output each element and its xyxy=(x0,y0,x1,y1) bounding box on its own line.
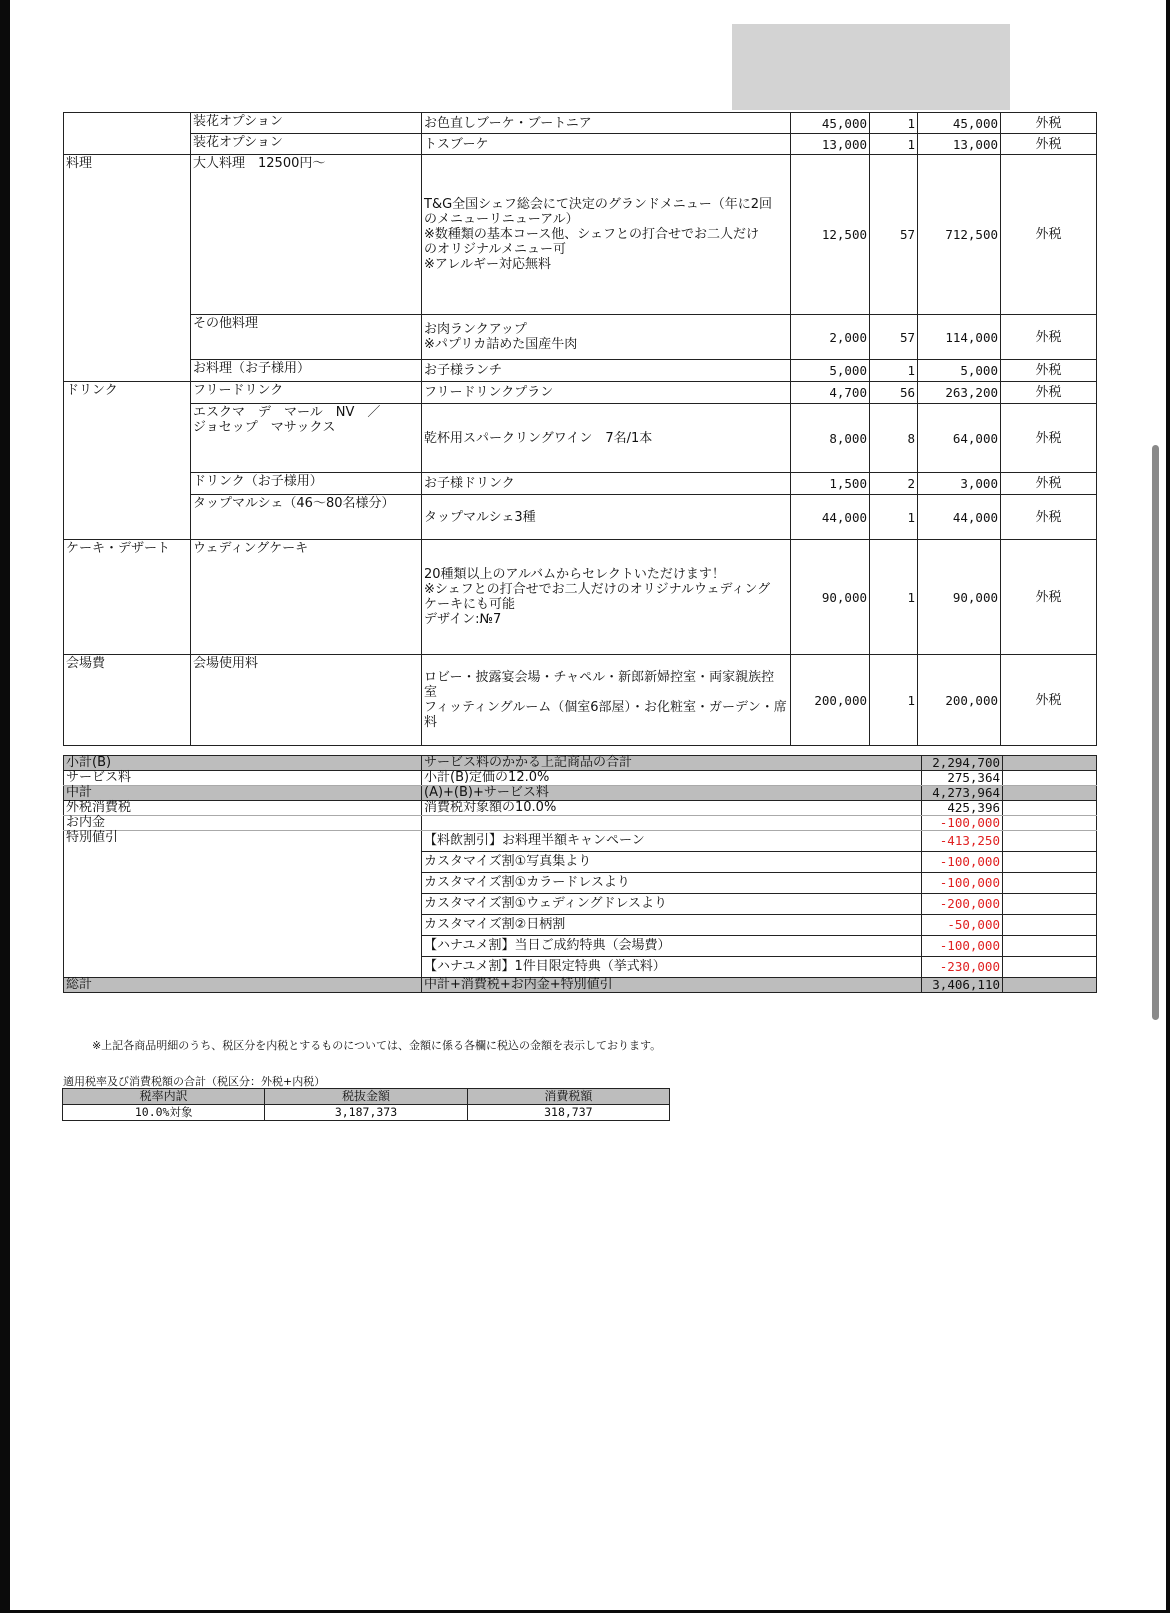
category-cell xyxy=(64,113,191,155)
quantity-cell: 1 xyxy=(870,540,918,655)
subtotal-b-row: 小計(B) サービス料のかかる上記商品の合計 2,294,700 xyxy=(64,756,1097,771)
quantity-cell: 56 xyxy=(870,382,918,404)
quantity-cell: 8 xyxy=(870,404,918,473)
tax-rate-summary-table xyxy=(62,1088,670,1121)
unit-price-cell: 8,000 xyxy=(791,404,870,473)
discount-row: カスタマイズ割①カラードレスより -100,000 xyxy=(64,873,1097,894)
amount-cell: 712,500 xyxy=(918,155,1001,315)
unit-price-cell: 200,000 xyxy=(791,655,870,746)
unit-price-cell: 2,000 xyxy=(791,315,870,360)
amount-cell: 200,000 xyxy=(918,655,1001,746)
amount-cell: 44,000 xyxy=(918,495,1001,540)
category-cell: ケーキ・デザート xyxy=(64,540,191,655)
item-name-cell: フリードリンク xyxy=(191,382,422,404)
redacted-area xyxy=(732,24,1010,110)
unit-price-cell: 1,500 xyxy=(791,473,870,495)
unit-price-cell: 44,000 xyxy=(791,495,870,540)
tax-type-cell: 外税 xyxy=(1001,655,1097,746)
quantity-cell: 1 xyxy=(870,495,918,540)
right-frame-bar xyxy=(1166,0,1170,1613)
vertical-scrollbar[interactable] xyxy=(1152,445,1159,1020)
tax-type-cell: 外税 xyxy=(1001,495,1097,540)
description-cell: お子様ドリンク xyxy=(422,473,791,495)
item-name-cell: その他料理 xyxy=(191,315,422,360)
quantity-cell: 57 xyxy=(870,155,918,315)
amount-cell: 114,000 xyxy=(918,315,1001,360)
amount-cell: 13,000 xyxy=(918,134,1001,155)
quantity-cell: 1 xyxy=(870,113,918,134)
unit-price-cell: 13,000 xyxy=(791,134,870,155)
tax-type-cell: 外税 xyxy=(1001,382,1097,404)
unit-price-cell: 4,700 xyxy=(791,382,870,404)
amount-cell: 263,200 xyxy=(918,382,1001,404)
quantity-cell: 1 xyxy=(870,134,918,155)
tax-type-cell: 外税 xyxy=(1001,155,1097,315)
consumption-tax-row: 外税消費税 消費税対象額の10.0% 425,396 xyxy=(64,801,1097,816)
category-cell: 会場費 xyxy=(64,655,191,746)
item-name-cell: ウェディングケーキ xyxy=(191,540,422,655)
tax-summary-row: 10.0%対象 3,187,373 318,737 xyxy=(63,1105,670,1121)
amount-cell: 45,000 xyxy=(918,113,1001,134)
tax-display-note: ※上記各商品明細のうち、税区分を内税とするものについては、金額に係る各欄に税込の金額を表示しております。 xyxy=(92,1039,662,1052)
tax-summary-title: 適用税率及び消費税額の合計（税区分：外税+内税） xyxy=(63,1075,326,1088)
quantity-cell: 1 xyxy=(870,360,918,382)
description-cell: 乾杯用スパークリングワイン 7名/1本 xyxy=(422,404,791,473)
discount-row: 【ハナユメ割】1件目限定特典（挙式料） -230,000 xyxy=(64,957,1097,978)
description-cell: トスブーケ xyxy=(422,134,791,155)
item-name-cell: 大人料理 12500円～ xyxy=(191,155,422,315)
line-item-row xyxy=(64,360,1097,382)
unit-price-cell: 45,000 xyxy=(791,113,870,134)
description-cell: 20種類以上のアルバムからセレクトいただけます！ ※シェフとの打合せでお二人だけのオリジナルウェディング ケーキにも可能 デザイン:№7 xyxy=(422,540,791,655)
unit-price-cell: 90,000 xyxy=(791,540,870,655)
amount-cell: 3,000 xyxy=(918,473,1001,495)
item-name-cell: 装花オプション xyxy=(191,113,422,134)
deposit-row: お内金 -100,000 xyxy=(64,816,1097,831)
discount-row: 特別値引 【料飲割引】お料理半額キャンペーン -413,250 xyxy=(64,831,1097,852)
amount-cell: 64,000 xyxy=(918,404,1001,473)
tax-type-cell: 外税 xyxy=(1001,404,1097,473)
tax-type-cell: 外税 xyxy=(1001,473,1097,495)
description-cell: お子様ランチ xyxy=(422,360,791,382)
tax-type-cell: 外税 xyxy=(1001,315,1097,360)
line-item-row xyxy=(64,540,1097,655)
discount-row: カスタマイズ割①写真集より -100,000 xyxy=(64,852,1097,873)
quantity-cell: 1 xyxy=(870,655,918,746)
unit-price-cell: 12,500 xyxy=(791,155,870,315)
line-item-row xyxy=(64,134,1097,155)
grand-total-row: 総計 中計+消費税+お内金+特別値引 3,406,110 xyxy=(64,978,1097,993)
line-item-row xyxy=(64,655,1097,746)
discount-row: カスタマイズ割①ウェディングドレスより -200,000 xyxy=(64,894,1097,915)
discount-row: 【ハナユメ割】当日ご成約特典（会場費） -100,000 xyxy=(64,936,1097,957)
description-cell: お肉ランクアップ ※パプリカ詰めた国産牛肉 xyxy=(422,315,791,360)
unit-price-cell: 5,000 xyxy=(791,360,870,382)
amount-cell: 90,000 xyxy=(918,540,1001,655)
line-item-row xyxy=(64,155,1097,315)
item-name-cell: エスクマ デ マール NV ／ ジョセップ マサックス xyxy=(191,404,422,473)
amount-cell: 5,000 xyxy=(918,360,1001,382)
line-item-row xyxy=(64,473,1097,495)
discount-row: カスタマイズ割②日柄割 -50,000 xyxy=(64,915,1097,936)
line-item-row xyxy=(64,404,1097,473)
category-cell: ドリンク xyxy=(64,382,191,540)
line-item-row xyxy=(64,315,1097,360)
category-cell: 料理 xyxy=(64,155,191,382)
line-item-row xyxy=(64,495,1097,540)
tax-type-cell: 外税 xyxy=(1001,540,1097,655)
item-name-cell: 装花オプション xyxy=(191,134,422,155)
quantity-cell: 57 xyxy=(870,315,918,360)
description-cell: T&G全国シェフ総会にて決定のグランドメニュー（年に2回 のメニューリニューアル） ※数種類の基本コース他、シェフとの打合せでお二人だけ のオリジナルメニュー可 ※アレルギー対応無料 xyxy=(422,155,791,315)
tax-type-cell: 外税 xyxy=(1001,360,1097,382)
left-frame-bar xyxy=(0,0,10,1613)
item-name-cell: お料理（お子様用） xyxy=(191,360,422,382)
mid-total-row: 中計 (A)+(B)+サービス料 4,273,964 xyxy=(64,786,1097,801)
line-items-table xyxy=(63,112,1097,746)
line-item-row xyxy=(64,113,1097,134)
service-fee-row: サービス料 小計(B)定価の12.0% 275,364 xyxy=(64,771,1097,786)
item-name-cell: ドリンク（お子様用） xyxy=(191,473,422,495)
line-item-row xyxy=(64,382,1097,404)
description-cell: フリードリンクプラン xyxy=(422,382,791,404)
description-cell: お色直しブーケ・ブートニア xyxy=(422,113,791,134)
description-cell: ロビー・披露宴会場・チャペル・新郎新婦控室・両家親族控 室 フィッティングルーム（個室6部屋）・お化粧室・ガーデン・席 料 xyxy=(422,655,791,746)
tax-summary-header-row: 税率内訳 税抜金額 消費税額 xyxy=(63,1089,670,1105)
tax-type-cell: 外税 xyxy=(1001,134,1097,155)
totals-table xyxy=(63,755,1097,993)
description-cell: タップマルシェ3種 xyxy=(422,495,791,540)
item-name-cell: タップマルシェ（46～80名様分） xyxy=(191,495,422,540)
quantity-cell: 2 xyxy=(870,473,918,495)
tax-type-cell: 外税 xyxy=(1001,113,1097,134)
item-name-cell: 会場使用料 xyxy=(191,655,422,746)
